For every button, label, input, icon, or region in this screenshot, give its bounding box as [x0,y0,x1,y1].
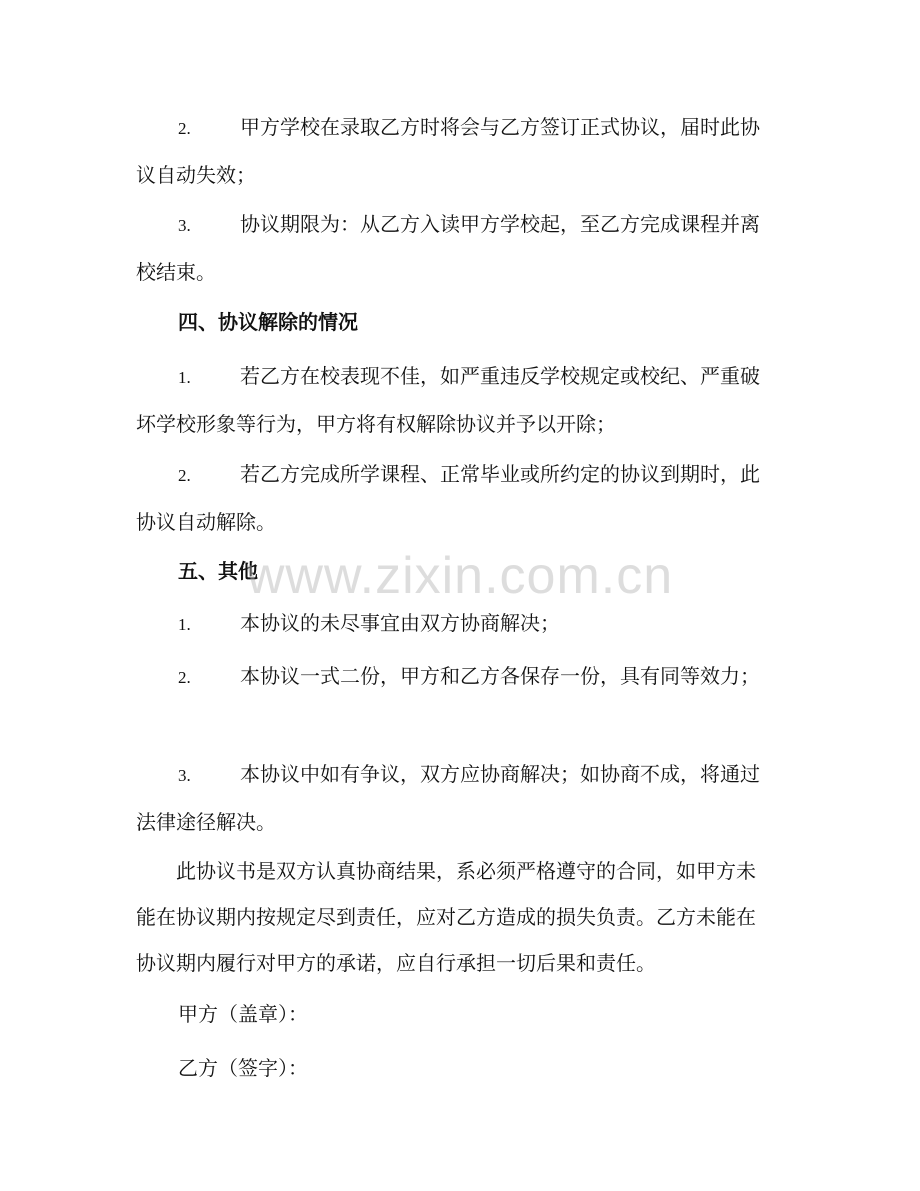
item-number: 1. [178,615,191,634]
item-text: 本协议一式二份，甲方和乙方各保存一份，具有同等效力； [240,664,760,688]
item-number: 1. [178,368,191,387]
item-text: 协议期限为：从乙方入读甲方学校起，至乙方完成课程并离校结束。 [136,212,760,284]
item-text: 若乙方完成所学课程、正常毕业或所约定的协议到期时，此协议自动解除。 [136,462,760,534]
item-number: 2. [178,119,191,138]
list-item [136,600,774,648]
list-item [136,751,774,845]
list-item [136,653,774,701]
item-text: 本协议中如有争议，双方应协商解决；如协商不成，将通过法律途径解决。 [136,762,760,834]
item-text: 本协议的未尽事宜由双方协商解决； [240,611,560,635]
watermark: www.zixin.com.cn [246,547,674,605]
list-item [136,451,774,545]
section-heading: 四、协议解除的情况 [178,310,358,334]
item-text: 若乙方在校表现不佳，如严重违反学校规定或校纪、严重破坏学校形象等行为，甲方将有权解除协议并予以开除； [136,364,760,436]
closing-paragraph: 此协议书是双方认真协商结果，系必须严格遵守的合同，如甲方未能在协议期内按规定尽到责任，应对乙方造成的损失负责。乙方未能在协议期内履行对甲方的承诺，应自行承担一切后果和责任。 [136,859,756,975]
item-text: 甲方学校在录取乙方时将会与乙方签订正式协议，届时此协议自动失效； [136,115,760,187]
item-number: 3. [178,216,191,235]
item-number: 2. [178,668,191,687]
list-item [136,201,774,295]
list-item [136,353,774,447]
item-number: 2. [178,466,191,485]
list-item [136,104,774,198]
signature-party-b: 乙方（签字）： [178,1056,308,1080]
section-heading: 五、其他 [178,559,258,583]
item-number: 3. [178,766,191,785]
signature-party-a: 甲方（盖章）： [178,1002,308,1026]
